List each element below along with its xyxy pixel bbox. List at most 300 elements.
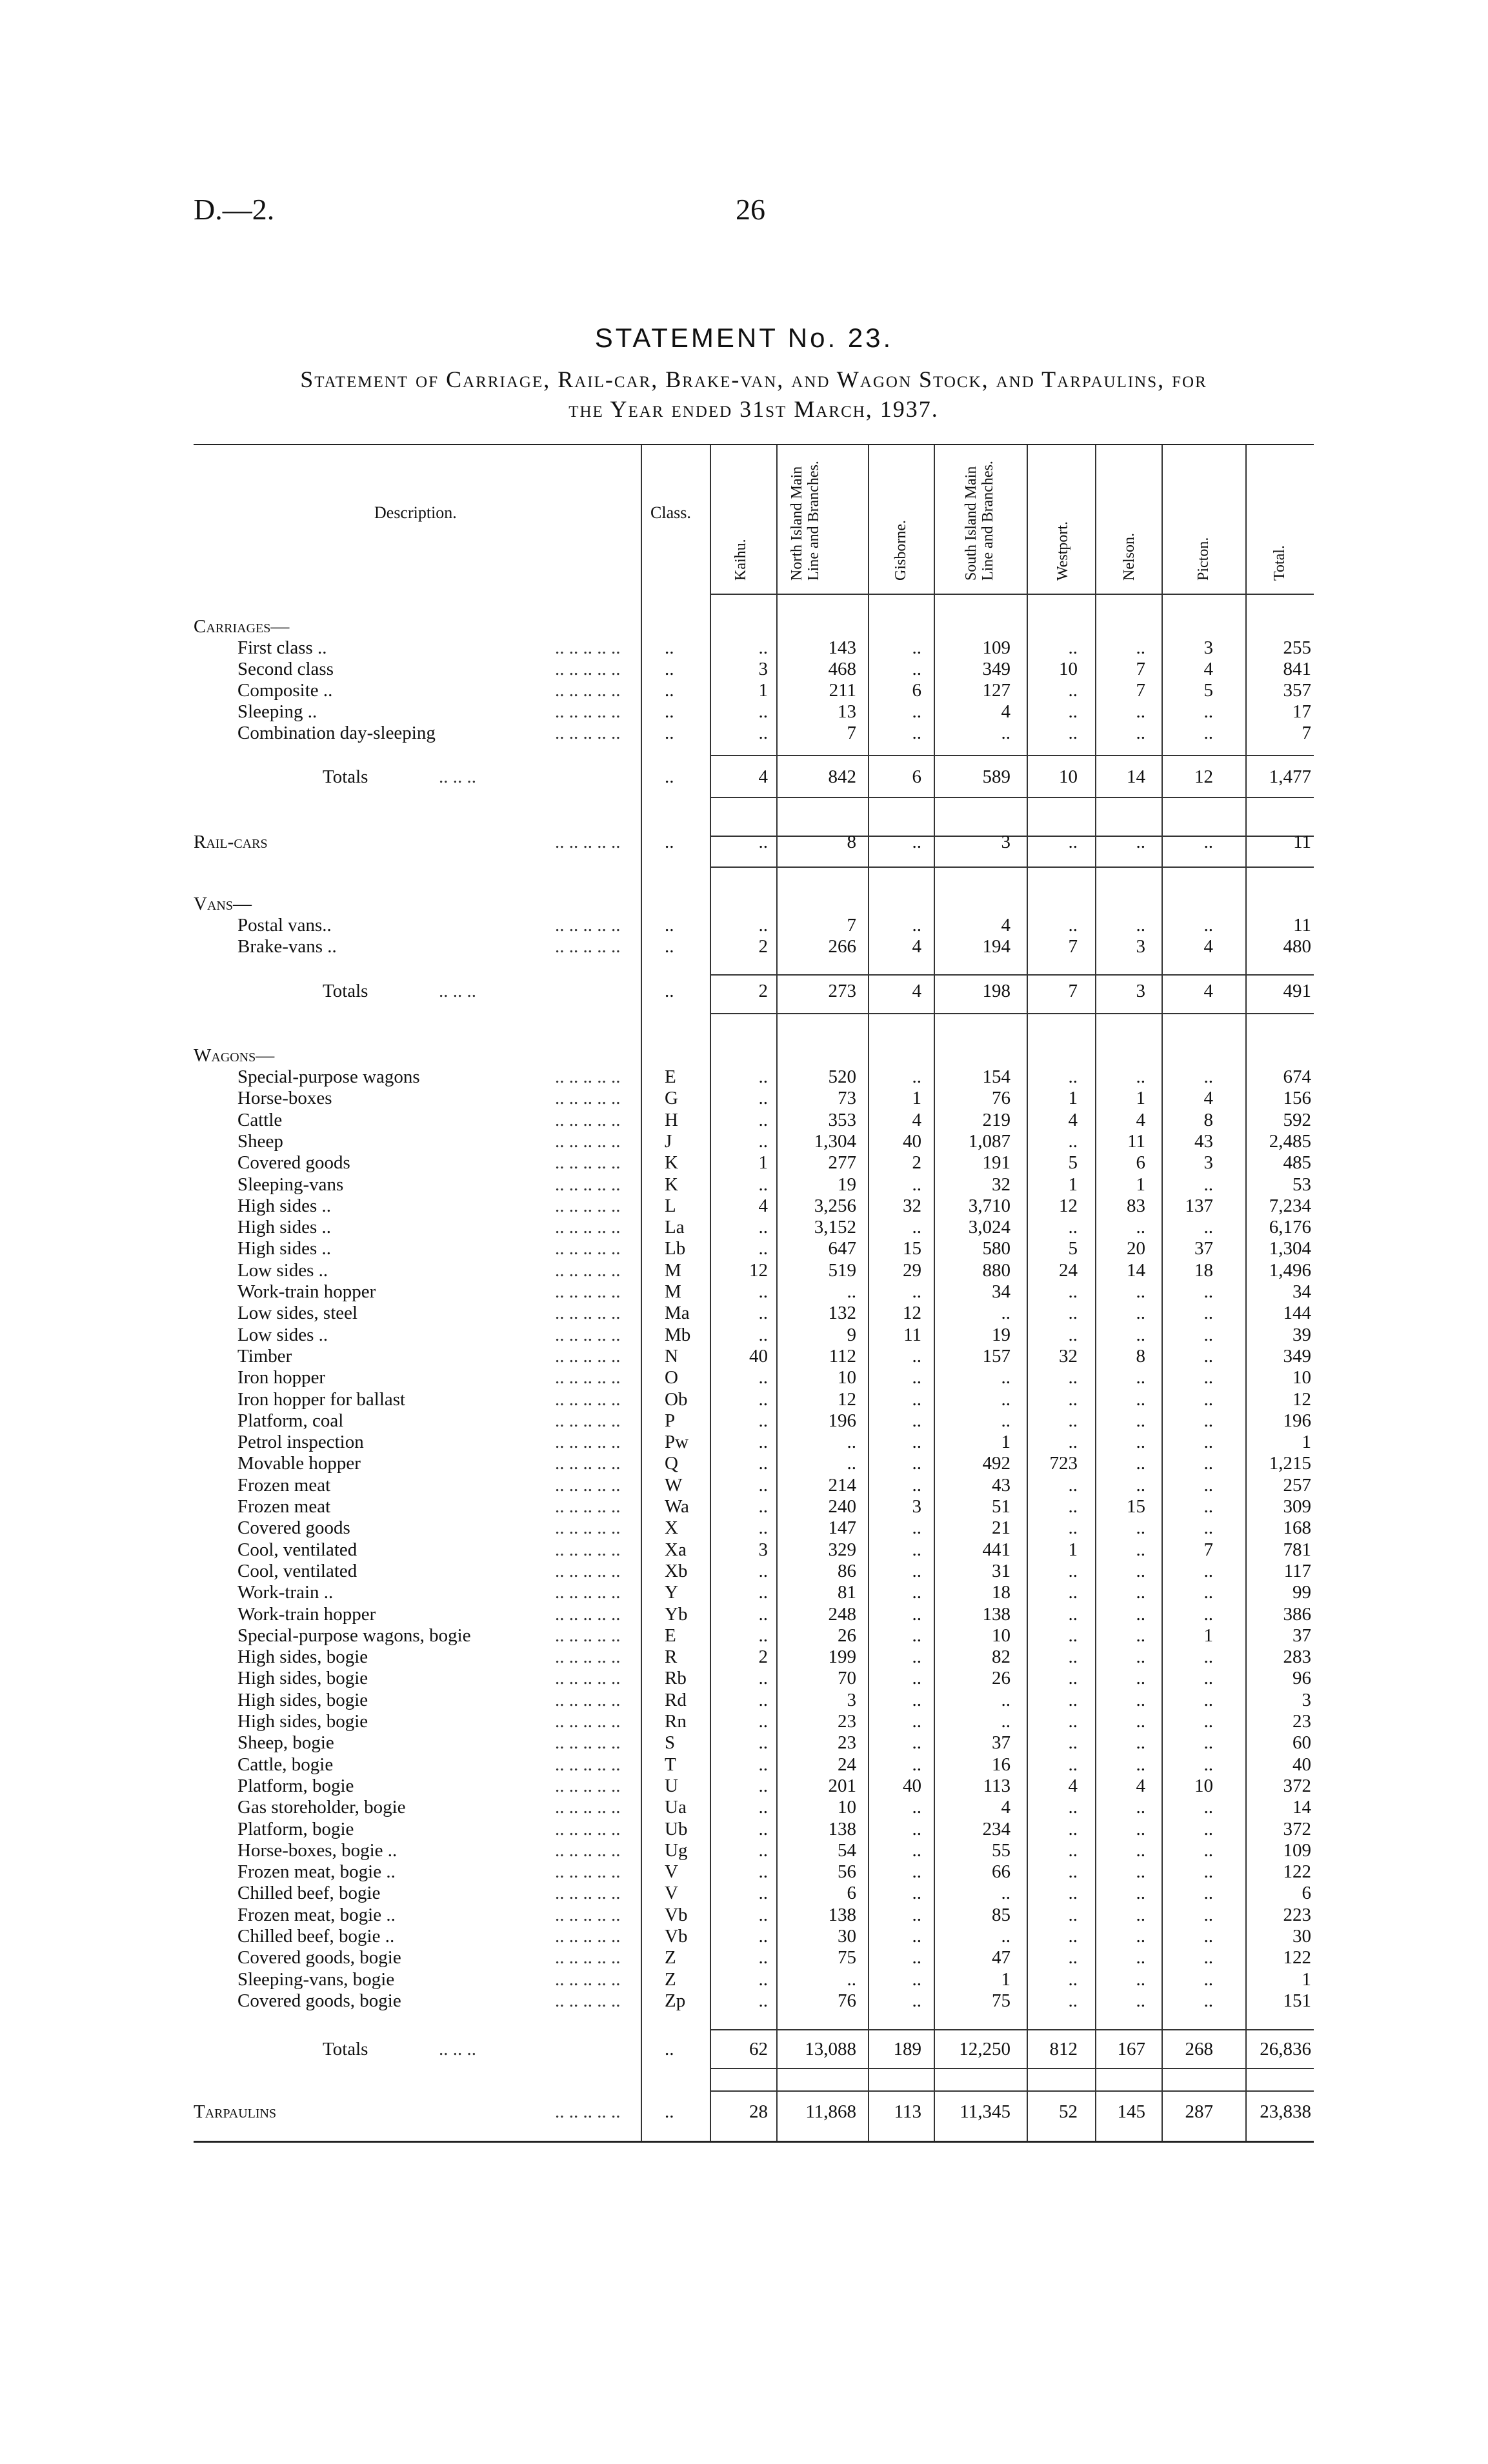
cell-ni: 147 (828, 1517, 856, 1539)
cell-nel: 4 (1136, 1775, 1145, 1796)
cell-tot: 6,176 (1269, 1217, 1311, 1238)
cell-si: 191 (982, 1152, 1010, 1174)
cell-ni: 7 (847, 915, 856, 936)
cell-tot: 2,485 (1269, 1130, 1311, 1152)
row-class: Wa (665, 1496, 689, 1517)
cell-ni: 214 (828, 1474, 856, 1496)
table-row (194, 1260, 1314, 1281)
table-row (194, 1754, 1314, 1776)
cell-tot: 3 (1302, 1689, 1311, 1710)
cell-si: .. (1001, 1926, 1010, 1947)
cell-wp: 1 (1068, 1174, 1078, 1195)
cell-si: .. (1001, 723, 1010, 743)
row-class: Ub (665, 1818, 688, 1839)
cell-ni: 73 (838, 1088, 856, 1109)
cell-pic: .. (1203, 1990, 1213, 2011)
row-description: Totals (323, 981, 368, 1001)
cell-tot: 144 (1283, 1303, 1311, 1324)
row-description: Frozen meat (237, 1496, 331, 1517)
cell-nel: .. (1136, 1947, 1145, 1968)
cell-kaihu: .. (758, 1217, 768, 1238)
cell-gis: .. (912, 1668, 921, 1689)
cell-wp: .. (1068, 1517, 1078, 1539)
dot-leader: .. .. .. (439, 766, 476, 787)
cell-ni: 329 (828, 1539, 856, 1560)
table-row (194, 1905, 1314, 1926)
cell-ni: 3 (847, 1689, 856, 1710)
row-description: Covered goods (237, 1152, 350, 1174)
cell-si: 1 (1001, 1968, 1010, 1990)
cell-gis: .. (912, 723, 921, 743)
cell-wp: 10 (1059, 766, 1078, 787)
table-row (194, 680, 1314, 701)
dot-leader: .. .. .. .. .. (555, 1732, 621, 1754)
row-class: .. (665, 723, 674, 743)
row-description: Rail-cars (194, 832, 268, 852)
cell-nel: 7 (1136, 659, 1145, 679)
cell-kaihu: .. (758, 915, 768, 936)
cell-si: 127 (982, 680, 1010, 701)
table-row (194, 1947, 1314, 1968)
cell-kaihu: 3 (758, 659, 768, 679)
cell-gis: 11 (903, 1324, 921, 1345)
cell-tot: 841 (1283, 659, 1311, 679)
cell-tot: 23 (1292, 1711, 1311, 1732)
cell-pic: .. (1203, 1603, 1213, 1625)
cell-kaihu: .. (758, 1818, 768, 1839)
cell-ni: 24 (838, 1754, 856, 1775)
cell-tot: 372 (1283, 1775, 1311, 1796)
dot-leader: .. .. .. .. .. (555, 1453, 621, 1474)
cell-si: 4 (1001, 915, 1010, 936)
cell-nel: .. (1136, 1839, 1145, 1861)
cell-nel: .. (1136, 1797, 1145, 1818)
cell-ni: .. (847, 1453, 856, 1474)
cell-wp: 1 (1068, 1539, 1078, 1560)
totals-row (194, 981, 1314, 1002)
cell-pic: .. (1203, 1754, 1213, 1775)
cell-nel: .. (1136, 1861, 1145, 1883)
cell-pic: .. (1203, 1281, 1213, 1302)
cell-nel: .. (1136, 1388, 1145, 1410)
cell-wp: .. (1068, 1625, 1078, 1646)
cell-gis: .. (912, 1539, 921, 1560)
table-row (194, 936, 1314, 957)
cell-tot: 60 (1292, 1732, 1311, 1754)
cell-wp: .. (1068, 1303, 1078, 1324)
table-row (194, 1131, 1314, 1152)
cell-wp: 7 (1068, 936, 1078, 957)
dot-leader: .. .. .. .. .. (555, 637, 621, 658)
cell-si: 492 (982, 1453, 1010, 1474)
cell-wp: 5 (1068, 1152, 1078, 1174)
cell-tot: 1 (1302, 1968, 1311, 1990)
cell-kaihu: .. (758, 1324, 768, 1345)
row-description: Cool, ventilated (237, 1560, 357, 1581)
cell-ni: 23 (838, 1711, 856, 1732)
cell-ni: 10 (838, 1797, 856, 1818)
dot-leader: .. .. .. .. .. (555, 1839, 621, 1861)
cell-tot: 156 (1283, 1088, 1311, 1109)
header-picton: Picton. (1195, 537, 1212, 581)
cell-nel: .. (1136, 1711, 1145, 1732)
row-description: Horse-boxes, bogie .. (237, 1839, 397, 1861)
header-kaihu: Kaihu. (732, 539, 749, 581)
cell-gis: .. (912, 1345, 921, 1367)
row-description: Totals (323, 766, 368, 787)
cell-nel: .. (1136, 1926, 1145, 1947)
cell-wp: .. (1068, 1990, 1078, 2011)
cell-kaihu: 2 (758, 981, 768, 1001)
dot-leader: .. .. .. .. .. (555, 1926, 621, 1947)
table-row (194, 1517, 1314, 1539)
subtitle-line-2: the Year ended 31st March, 1937. (568, 396, 939, 422)
cell-wp: 10 (1059, 659, 1078, 679)
cell-tot: 17 (1292, 701, 1311, 722)
row-description: Frozen meat, bogie .. (237, 1861, 396, 1883)
row-description: Low sides .. (237, 1324, 328, 1345)
row-description: High sides, bogie (237, 1689, 368, 1710)
cell-ni: 3,152 (814, 1217, 856, 1238)
cell-si: 21 (992, 1517, 1010, 1539)
cell-tot: 592 (1283, 1109, 1311, 1130)
cell-tot: 257 (1283, 1474, 1311, 1496)
row-class: Mb (665, 1324, 691, 1345)
row-class: .. (665, 680, 674, 701)
cell-tot: 372 (1283, 1818, 1311, 1839)
cell-si: 194 (982, 936, 1010, 957)
cell-wp: 52 (1059, 2101, 1078, 2122)
cell-pic: .. (1203, 1839, 1213, 1861)
cell-tot: 7 (1302, 723, 1311, 743)
cell-gis: .. (912, 1904, 921, 1925)
cell-tot: 223 (1283, 1904, 1311, 1925)
cell-gis: .. (912, 1432, 921, 1453)
cell-pic: 7 (1203, 1539, 1213, 1560)
cell-kaihu: .. (758, 1947, 768, 1968)
table-row (194, 1088, 1314, 1109)
cell-tot: 491 (1283, 981, 1311, 1001)
table-row (194, 1067, 1314, 1088)
cell-pic: .. (1203, 1453, 1213, 1474)
table-row (194, 1325, 1314, 1346)
cell-wp: .. (1068, 1968, 1078, 1990)
cell-pic: .. (1203, 1367, 1213, 1388)
cell-nel: .. (1136, 1539, 1145, 1560)
page-number: 26 (736, 193, 765, 226)
cell-nel: .. (1136, 1883, 1145, 1904)
cell-ni: 248 (828, 1603, 856, 1625)
row-description: Cattle (237, 1109, 283, 1130)
cell-nel: 6 (1136, 1152, 1145, 1174)
cell-kaihu: .. (758, 1625, 768, 1646)
cell-nel: .. (1136, 1754, 1145, 1775)
row-class: K (665, 1174, 678, 1195)
table-row (194, 659, 1314, 680)
cell-si: 10 (992, 1625, 1010, 1646)
row-description: Covered goods, bogie (237, 1990, 401, 2011)
cell-nel: 4 (1136, 1109, 1145, 1130)
totals-rule (710, 2068, 1314, 2069)
dot-leader: .. .. .. .. .. (555, 1990, 621, 2011)
dot-leader: .. .. .. .. .. (555, 1217, 621, 1238)
cell-si: 219 (982, 1109, 1010, 1130)
row-class: Yb (665, 1603, 688, 1625)
cell-gis: .. (912, 1067, 921, 1087)
cell-ni: 647 (828, 1238, 856, 1259)
cell-gis: 4 (912, 936, 921, 957)
cell-nel: .. (1136, 1603, 1145, 1625)
cell-wp: .. (1068, 1861, 1078, 1883)
cell-tot: 11 (1293, 915, 1311, 936)
cell-nel: 1 (1136, 1088, 1145, 1109)
cell-wp: .. (1068, 1647, 1078, 1668)
row-class: R (665, 1647, 678, 1668)
cell-tot: 11 (1293, 832, 1311, 852)
row-description: High sides, bogie (237, 1647, 368, 1668)
table-row (194, 1732, 1314, 1754)
row-class: O (665, 1367, 678, 1388)
table-row (194, 1840, 1314, 1861)
row-class: Xa (665, 1539, 687, 1560)
cell-si: 3,710 (968, 1195, 1010, 1216)
cell-tot: 6 (1302, 1883, 1311, 1904)
cell-kaihu: .. (758, 832, 768, 852)
row-description: Wagons— (194, 1045, 275, 1066)
cell-ni: 273 (828, 981, 856, 1001)
cell-kaihu: .. (758, 1668, 768, 1689)
row-class: Pw (665, 1432, 689, 1453)
cell-ni: 6 (847, 1883, 856, 1904)
dot-leader: .. .. .. .. .. (555, 1088, 621, 1109)
cell-pic: .. (1203, 1968, 1213, 1990)
cell-ni: 86 (838, 1560, 856, 1581)
table-row (194, 1883, 1314, 1904)
cell-wp: 4 (1068, 1109, 1078, 1130)
dot-leader: .. .. .. .. .. (555, 1174, 621, 1195)
dot-leader: .. .. .. .. .. (555, 832, 621, 852)
row-description: Platform, coal (237, 1410, 344, 1431)
cell-ni: .. (847, 1281, 856, 1302)
row-class: K (665, 1152, 678, 1174)
dot-leader: .. .. .. (439, 981, 476, 1001)
cell-pic: .. (1203, 1410, 1213, 1431)
header-south-island: South Island Main Line and Branches. (963, 461, 996, 581)
table-row (194, 1561, 1314, 1582)
cell-si: 11,345 (960, 2101, 1010, 2122)
cell-si: 1,087 (968, 1130, 1010, 1152)
table-row (194, 1647, 1314, 1668)
cell-ni: 13,088 (805, 2039, 856, 2059)
row-class: .. (665, 981, 674, 1001)
cell-tot: 109 (1283, 1839, 1311, 1861)
table-row (194, 1432, 1314, 1453)
cell-gis: 32 (903, 1195, 921, 1216)
cell-nel: .. (1136, 1625, 1145, 1646)
cell-ni: 3,256 (814, 1195, 856, 1216)
cell-pic: 3 (1203, 637, 1213, 658)
cell-wp: .. (1068, 1711, 1078, 1732)
row-description: Iron hopper for ballast (237, 1388, 406, 1410)
dot-leader: .. .. .. .. .. (555, 1496, 621, 1517)
cell-kaihu: 4 (758, 1195, 768, 1216)
cell-kaihu: .. (758, 637, 768, 658)
cell-pic: .. (1203, 1217, 1213, 1238)
cell-gis: .. (912, 1990, 921, 2011)
cell-tot: 1,215 (1269, 1453, 1311, 1474)
cell-pic: .. (1203, 1797, 1213, 1818)
table-row (194, 1174, 1314, 1196)
table-row (194, 1926, 1314, 1947)
cell-tot: 39 (1292, 1324, 1311, 1345)
cell-kaihu: .. (758, 1861, 768, 1883)
cell-pic: 1 (1203, 1625, 1213, 1646)
dot-leader: .. .. .. .. .. (555, 1560, 621, 1581)
row-class: V (665, 1883, 678, 1904)
row-class: Xb (665, 1560, 688, 1581)
row-description: Composite .. (237, 680, 333, 701)
cell-pic: .. (1203, 1582, 1213, 1603)
row-class: Zp (665, 1990, 686, 2011)
cell-ni: 19 (838, 1174, 856, 1195)
cell-kaihu: 40 (749, 1345, 768, 1367)
row-description: Movable hopper (237, 1453, 361, 1474)
cell-kaihu: .. (758, 1732, 768, 1754)
cell-tot: 485 (1283, 1152, 1311, 1174)
cell-pic: .. (1203, 701, 1213, 722)
cell-si: .. (1001, 1367, 1010, 1388)
cell-kaihu: .. (758, 1968, 768, 1990)
table-row (194, 1453, 1314, 1474)
cell-nel: 8 (1136, 1345, 1145, 1367)
table-row (194, 723, 1314, 744)
cell-tot: 53 (1292, 1174, 1311, 1195)
cell-gis: .. (912, 1625, 921, 1646)
cell-nel: .. (1136, 832, 1145, 852)
cell-wp: .. (1068, 1474, 1078, 1496)
cell-nel: 1 (1136, 1174, 1145, 1195)
cell-pic: .. (1203, 1818, 1213, 1839)
row-class: La (665, 1217, 685, 1238)
table-row (194, 1668, 1314, 1689)
cell-kaihu: .. (758, 1711, 768, 1732)
row-class: T (665, 1754, 676, 1775)
row-description: High sides .. (237, 1217, 331, 1238)
cell-tot: 12 (1292, 1388, 1311, 1410)
cell-pic: .. (1203, 1947, 1213, 1968)
cell-si: 32 (992, 1174, 1010, 1195)
row-description: Sleeping-vans (237, 1174, 344, 1195)
table-row (194, 1604, 1314, 1625)
dot-leader: .. .. .. .. .. (555, 1904, 621, 1925)
cell-kaihu: .. (758, 1432, 768, 1453)
cell-pic: .. (1203, 1689, 1213, 1710)
cell-wp: .. (1068, 1818, 1078, 1839)
cell-tot: 1,496 (1269, 1259, 1311, 1281)
dot-leader: .. .. .. .. .. (555, 1968, 621, 1990)
cell-tot: 30 (1292, 1926, 1311, 1947)
row-description: Sleeping-vans, bogie (237, 1968, 395, 1990)
cell-pic: .. (1203, 1861, 1213, 1883)
cell-gis: .. (912, 1410, 921, 1431)
row-class: .. (665, 936, 674, 957)
cell-pic: .. (1203, 915, 1213, 936)
cell-nel: .. (1136, 1324, 1145, 1345)
cell-tot: 7,234 (1269, 1195, 1311, 1216)
cell-kaihu: .. (758, 1517, 768, 1539)
cell-nel: 15 (1127, 1496, 1145, 1517)
cell-pic: 268 (1185, 2039, 1213, 2059)
cell-ni: 520 (828, 1067, 856, 1087)
cell-si: 18 (992, 1582, 1010, 1603)
dot-leader: .. .. .. .. .. (555, 723, 621, 743)
cell-ni: 1,304 (814, 1130, 856, 1152)
row-class: Rb (665, 1668, 687, 1689)
cell-kaihu: .. (758, 701, 768, 722)
cell-pic: 10 (1194, 1775, 1213, 1796)
row-class: .. (665, 659, 674, 679)
table-row (194, 1475, 1314, 1496)
cell-gis: 29 (903, 1259, 921, 1281)
cell-gis: .. (912, 637, 921, 658)
cell-pic: .. (1203, 1711, 1213, 1732)
cell-kaihu: 4 (758, 766, 768, 787)
row-class: Rn (665, 1711, 687, 1732)
row-class: Ma (665, 1303, 690, 1324)
cell-si: .. (1001, 1711, 1010, 1732)
row-description: Combination day-sleeping (237, 723, 436, 743)
cell-si: 47 (992, 1947, 1010, 1968)
cell-wp: .. (1068, 701, 1078, 722)
cell-pic: .. (1203, 1560, 1213, 1581)
cell-si: 138 (982, 1603, 1010, 1625)
dot-leader: .. .. .. .. .. (555, 1947, 621, 1968)
cell-ni: .. (847, 1968, 856, 1990)
totals-rule (710, 974, 1314, 976)
cell-si: 31 (992, 1560, 1010, 1581)
cell-si: 16 (992, 1754, 1010, 1775)
cell-si: 75 (992, 1990, 1010, 2011)
cell-gis: .. (912, 1281, 921, 1302)
cell-si: 34 (992, 1281, 1010, 1302)
row-description: Timber (237, 1345, 292, 1367)
cell-nel: .. (1136, 1067, 1145, 1087)
cell-wp: .. (1068, 1797, 1078, 1818)
cell-gis: .. (912, 1947, 921, 1968)
table-row (194, 1152, 1314, 1174)
table-row (194, 1690, 1314, 1711)
table-row (194, 1969, 1314, 1990)
cell-kaihu: 28 (749, 2101, 768, 2122)
cell-pic: .. (1203, 1668, 1213, 1689)
cell-tot: 26,836 (1260, 2039, 1311, 2059)
cell-ni: 8 (847, 832, 856, 852)
header-gisborne: Gisborne. (892, 520, 909, 581)
cell-tot: 480 (1283, 936, 1311, 957)
cell-nel: .. (1136, 701, 1145, 722)
cell-ni: 199 (828, 1647, 856, 1668)
header-north-island: North Island Main Line and Branches. (789, 461, 822, 581)
dot-leader: .. .. .. .. .. (555, 1818, 621, 1839)
row-class: P (665, 1410, 676, 1431)
row-class: Vb (665, 1904, 688, 1925)
table-row (194, 1217, 1314, 1238)
cell-kaihu: .. (758, 1281, 768, 1302)
cell-ni: .. (847, 1432, 856, 1453)
cell-si: .. (1001, 1883, 1010, 1904)
totals-rule (710, 866, 1314, 868)
totals-rule (710, 755, 1314, 756)
